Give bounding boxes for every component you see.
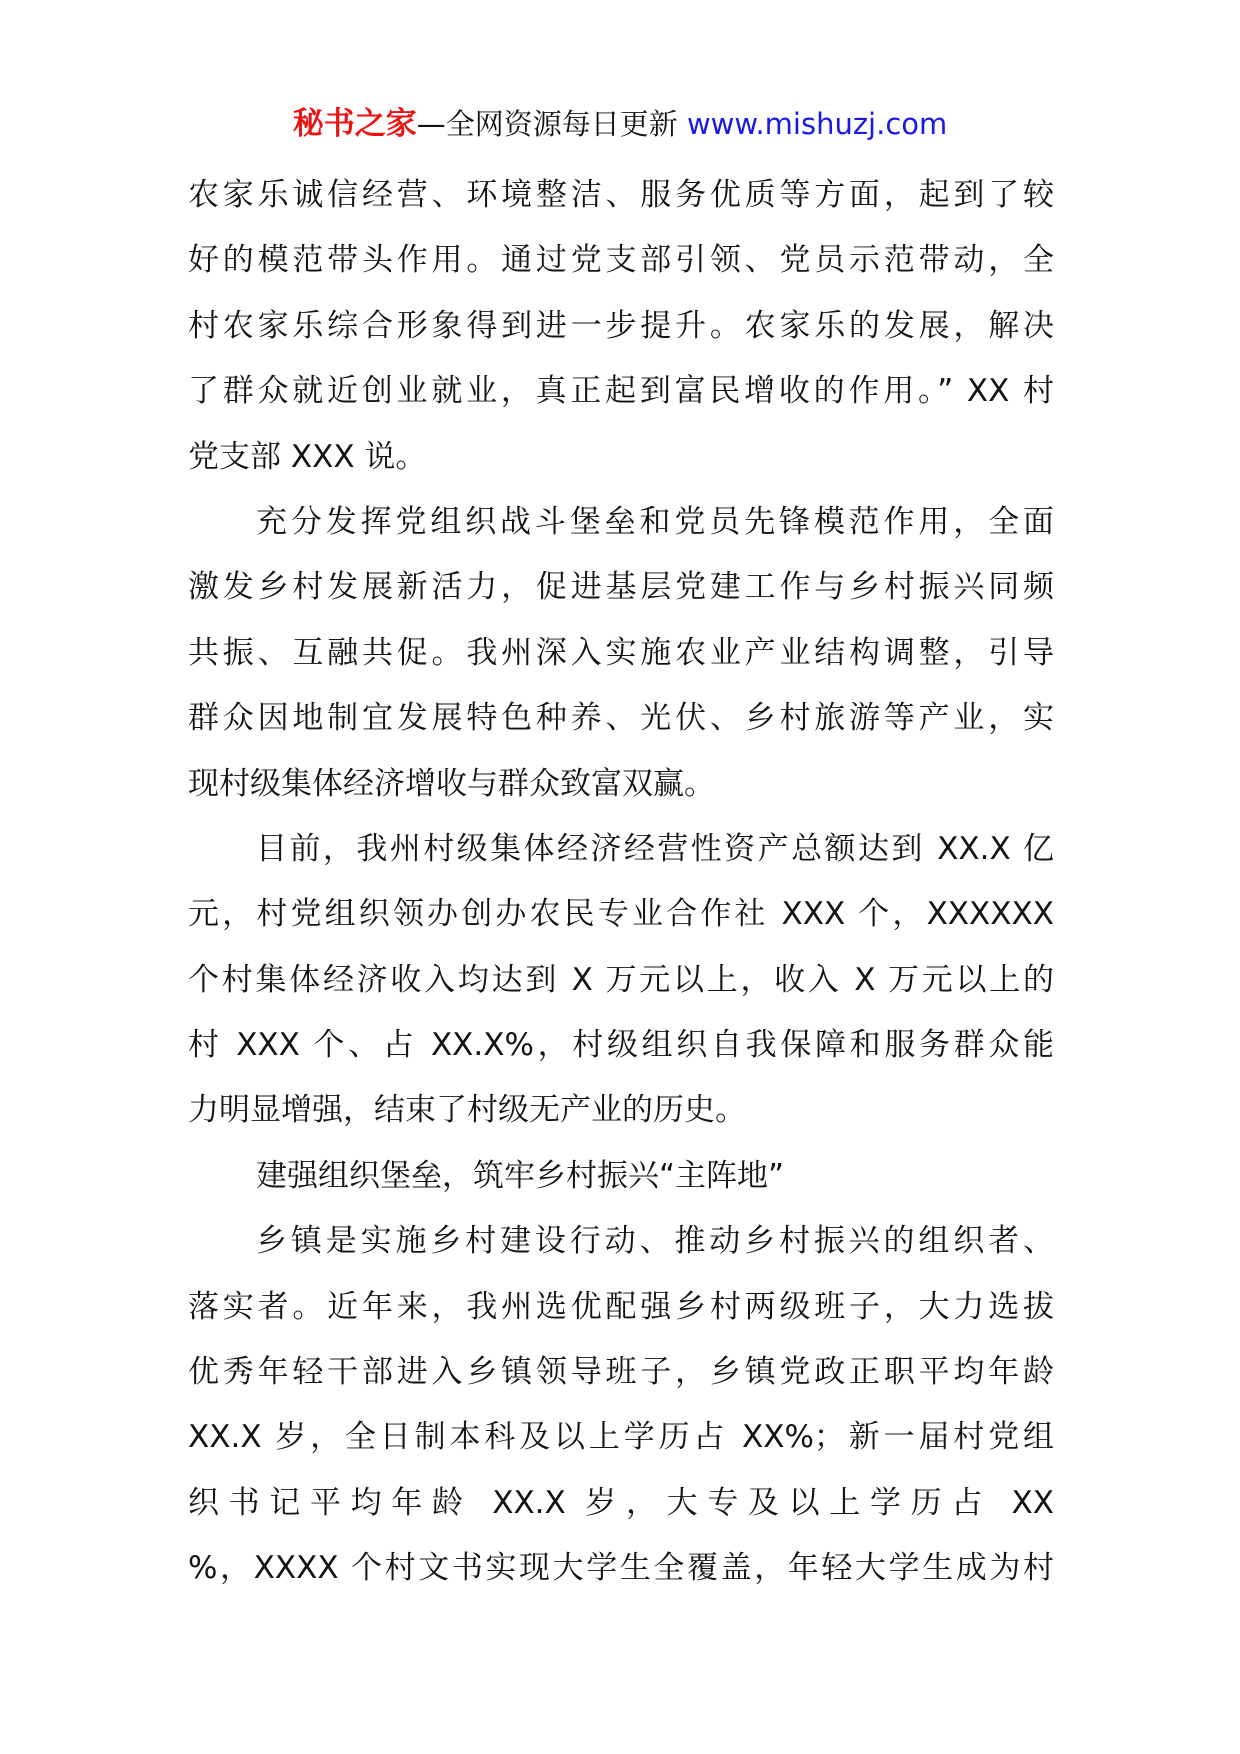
text-line: 充分发挥党组织战斗堡垒和党员先锋模范作用，全面 [256,503,1054,540]
header-tagline: —全网资源每日更新 [416,107,678,141]
section-subheading [188,1144,1054,1209]
text-line: 共振、互融共促。我州深入实施农业产业结构调整，引导 [188,634,1054,671]
text-line: 乡镇是实施乡村建设行动、推动乡村振兴的组织者、 [256,1223,1054,1260]
paragraph-3 [188,817,1054,1144]
text-line: 党支部 XXX 说。 [188,438,427,475]
text-line: 现村级集体经济增收与群众致富双赢。 [188,765,715,802]
text-line: 激发乡村发展新活力，促进基层党建工作与乡村振兴同频 [188,569,1054,606]
site-url-link[interactable]: www.mishuzj.com [686,107,948,141]
paragraph-2 [188,490,1054,817]
text-line: 群众因地制宜发展特色种养、光伏、乡村旅游等产业，实 [188,700,1054,737]
text-line: 元，村党组织领办创办农民专业合作社 XXX 个，XXXXXX [188,896,1054,933]
text-line: XX.X 岁，全日制本科及以上学历占 XX%；新一届村党组 [188,1419,1054,1456]
text-line: 优秀年轻干部进入乡镇领导班子，乡镇党政正职平均年龄 [188,1354,1054,1391]
document-body [188,163,1054,1602]
subheading-text: 建强组织堡垒，筑牢乡村振兴“主阵地” [256,1157,785,1194]
text-line: %，XXXX 个村文书实现大学生全覆盖，年轻大学生成为村 [188,1550,1054,1587]
paragraph-1 [188,163,1054,490]
brand-name: 秘书之家 [292,106,417,142]
paragraph-5 [188,1209,1054,1601]
text-line: 好的模范带头作用。通过党支部引领、党员示范带动，全 [188,242,1054,279]
text-line: 村农家乐综合形象得到进一步提升。农家乐的发展，解决 [188,307,1054,344]
text-line: 了群众就近创业就业，真正起到富民增收的作用。” XX 村 [188,373,1054,410]
text-line: 织书记平均年龄 XX.X 岁，大专及以上学历占 XX [188,1484,1054,1521]
page-header [0,102,1240,146]
text-line: 个村集体经济收入均达到 X 万元以上，收入 X 万元以上的 [188,961,1054,998]
text-line: 力明显增强，结束了村级无产业的历史。 [188,1092,746,1129]
text-line: 落实者。近年来，我州选优配强乡村两级班子，大力选拔 [188,1288,1054,1325]
text-line: 村 XXX 个、占 XX.X%，村级组织自我保障和服务群众能 [188,1027,1054,1064]
text-line: 目前，我州村级集体经济经营性资产总额达到 XX.X 亿 [256,830,1054,867]
text-line: 农家乐诚信经营、环境整洁、服务优质等方面，起到了较 [188,177,1054,213]
